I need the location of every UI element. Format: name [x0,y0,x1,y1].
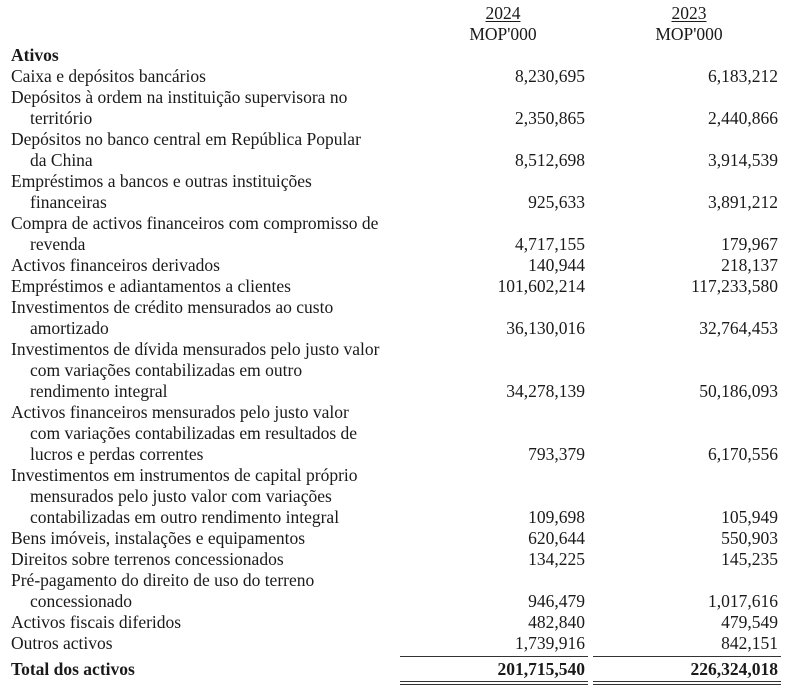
row-label [0,633,406,654]
table-row [0,528,790,549]
row-label-line: com variações contabilizadas em outro [30,360,303,380]
value-2024: 140,944 [528,255,585,275]
row-label-line: com variações contabilizadas em resultados de [30,423,358,443]
value-2023: 105,949 [721,507,778,527]
row-label [0,255,406,276]
table-row [0,570,790,612]
row-label [0,465,406,528]
value-2023: 3,891,212 [708,192,778,212]
value-2023: 479,549 [721,612,778,632]
row-label-line: concessionado [30,591,133,611]
column-unit: MOP'000 [655,24,723,44]
total-label: Total dos activos [11,659,135,679]
table-row [0,171,790,213]
row-label-line: mensurados pelo justo valor com variações [30,486,332,506]
value-2023: 179,967 [721,234,778,254]
value-2023: 6,170,556 [708,444,778,464]
row-label [0,528,406,549]
table-row [0,66,790,87]
table-row [0,633,790,654]
row-label [0,213,406,255]
table-row [0,255,790,276]
row-label [0,570,406,612]
row-label [0,171,406,213]
row-label [0,402,406,465]
value-2023: 145,235 [721,549,778,569]
row-label [0,276,406,297]
row-label-line: Bens imóveis, instalações e equipamentos [11,528,306,548]
value-2024: 8,230,695 [515,66,585,86]
table-row [0,465,790,528]
column-year: 2024 [485,3,521,23]
row-label-line: Depósitos à ordem na instituição supervisora no [11,87,348,107]
value-2024: 36,130,016 [506,318,585,338]
row-label-line: Activos financeiros mensurados pelo justo valor [11,402,349,422]
row-label-line: território [30,108,93,128]
total-value-2024: 201,715,540 [497,659,585,679]
value-2023: 50,186,093 [699,381,778,401]
row-label-line: Investimentos de crédito mensurados ao custo [11,297,334,317]
row-label-line: da China [30,150,93,170]
value-2024: 482,840 [528,612,585,632]
column-header-2024 [408,3,598,45]
row-label-line: Empréstimos e adiantamentos a clientes [11,276,291,296]
total-row [0,657,790,681]
row-label-line: Activos financeiros derivados [11,255,220,275]
row-label-line: Pré-pagamento do direito de uso do terreno [11,570,315,590]
value-2024: 1,739,916 [515,633,585,653]
table-row [0,549,790,570]
value-2023: 117,233,580 [691,276,778,296]
row-label-line: Empréstimos a bancos e outras instituições [11,171,312,191]
section-title: Ativos [11,45,59,65]
row-label-line: financeiras [30,192,107,212]
value-2023: 218,137 [721,255,778,275]
column-header-2023 [594,3,784,45]
value-2023: 2,440,866 [708,108,778,128]
value-2024: 34,278,139 [506,381,585,401]
value-2023: 842,151 [721,633,778,653]
row-label-line: Activos fiscais diferidos [11,612,182,632]
asset-rows [0,66,790,654]
row-label [0,612,406,633]
table-row [0,339,790,402]
total-double-rule-2024 [400,681,588,685]
table-row [0,612,790,633]
value-2024: 109,698 [528,507,585,527]
value-2023: 3,914,539 [708,150,778,170]
value-2023: 1,017,616 [708,591,778,611]
table-row [0,87,790,129]
table-row [0,213,790,255]
value-2023: 6,183,212 [708,66,778,86]
value-2024: 793,379 [528,444,585,464]
column-unit: MOP'000 [469,24,537,44]
value-2024: 8,512,698 [515,150,585,170]
row-label-line: revenda [30,234,86,254]
row-label-line: Depósitos no banco central em República Popular [11,129,361,149]
row-label [0,549,406,570]
row-label-line: Outros activos [11,633,113,653]
row-label [0,129,406,171]
row-label-line: Caixa e depósitos bancários [11,66,206,86]
total-double-rule-2023 [593,681,781,685]
value-2024: 2,350,865 [515,108,585,128]
row-label-line: Direitos sobre terrenos concessionados [11,549,284,569]
value-2024: 946,479 [528,591,585,611]
table-row [0,297,790,339]
table-row [0,402,790,465]
row-label [0,297,406,339]
table-row [0,276,790,297]
value-2023: 550,903 [721,528,778,548]
row-label-line: Investimentos de dívida mensurados pelo justo valor [11,339,380,359]
row-label-line: amortizado [30,318,109,338]
value-2024: 4,717,155 [515,234,585,254]
row-label-line: rendimento integral [30,381,168,401]
value-2023: 32,764,453 [699,318,778,338]
row-label-line: contabilizadas em outro rendimento integral [30,507,340,527]
row-label [0,87,406,129]
value-2024: 101,602,214 [497,276,585,296]
row-label-line: lucros e perdas correntes [30,444,204,464]
table-row [0,129,790,171]
row-label [0,339,406,402]
value-2024: 620,644 [528,528,585,548]
column-year: 2023 [671,3,707,23]
row-label-line: Compra de activos financeiros com compromisso de [11,213,379,233]
row-label [0,66,406,87]
row-label-line: Investimentos em instrumentos de capital próprio [11,465,358,485]
value-2024: 134,225 [528,549,585,569]
value-2024: 925,633 [528,192,585,212]
total-value-2023: 226,324,018 [690,659,778,679]
